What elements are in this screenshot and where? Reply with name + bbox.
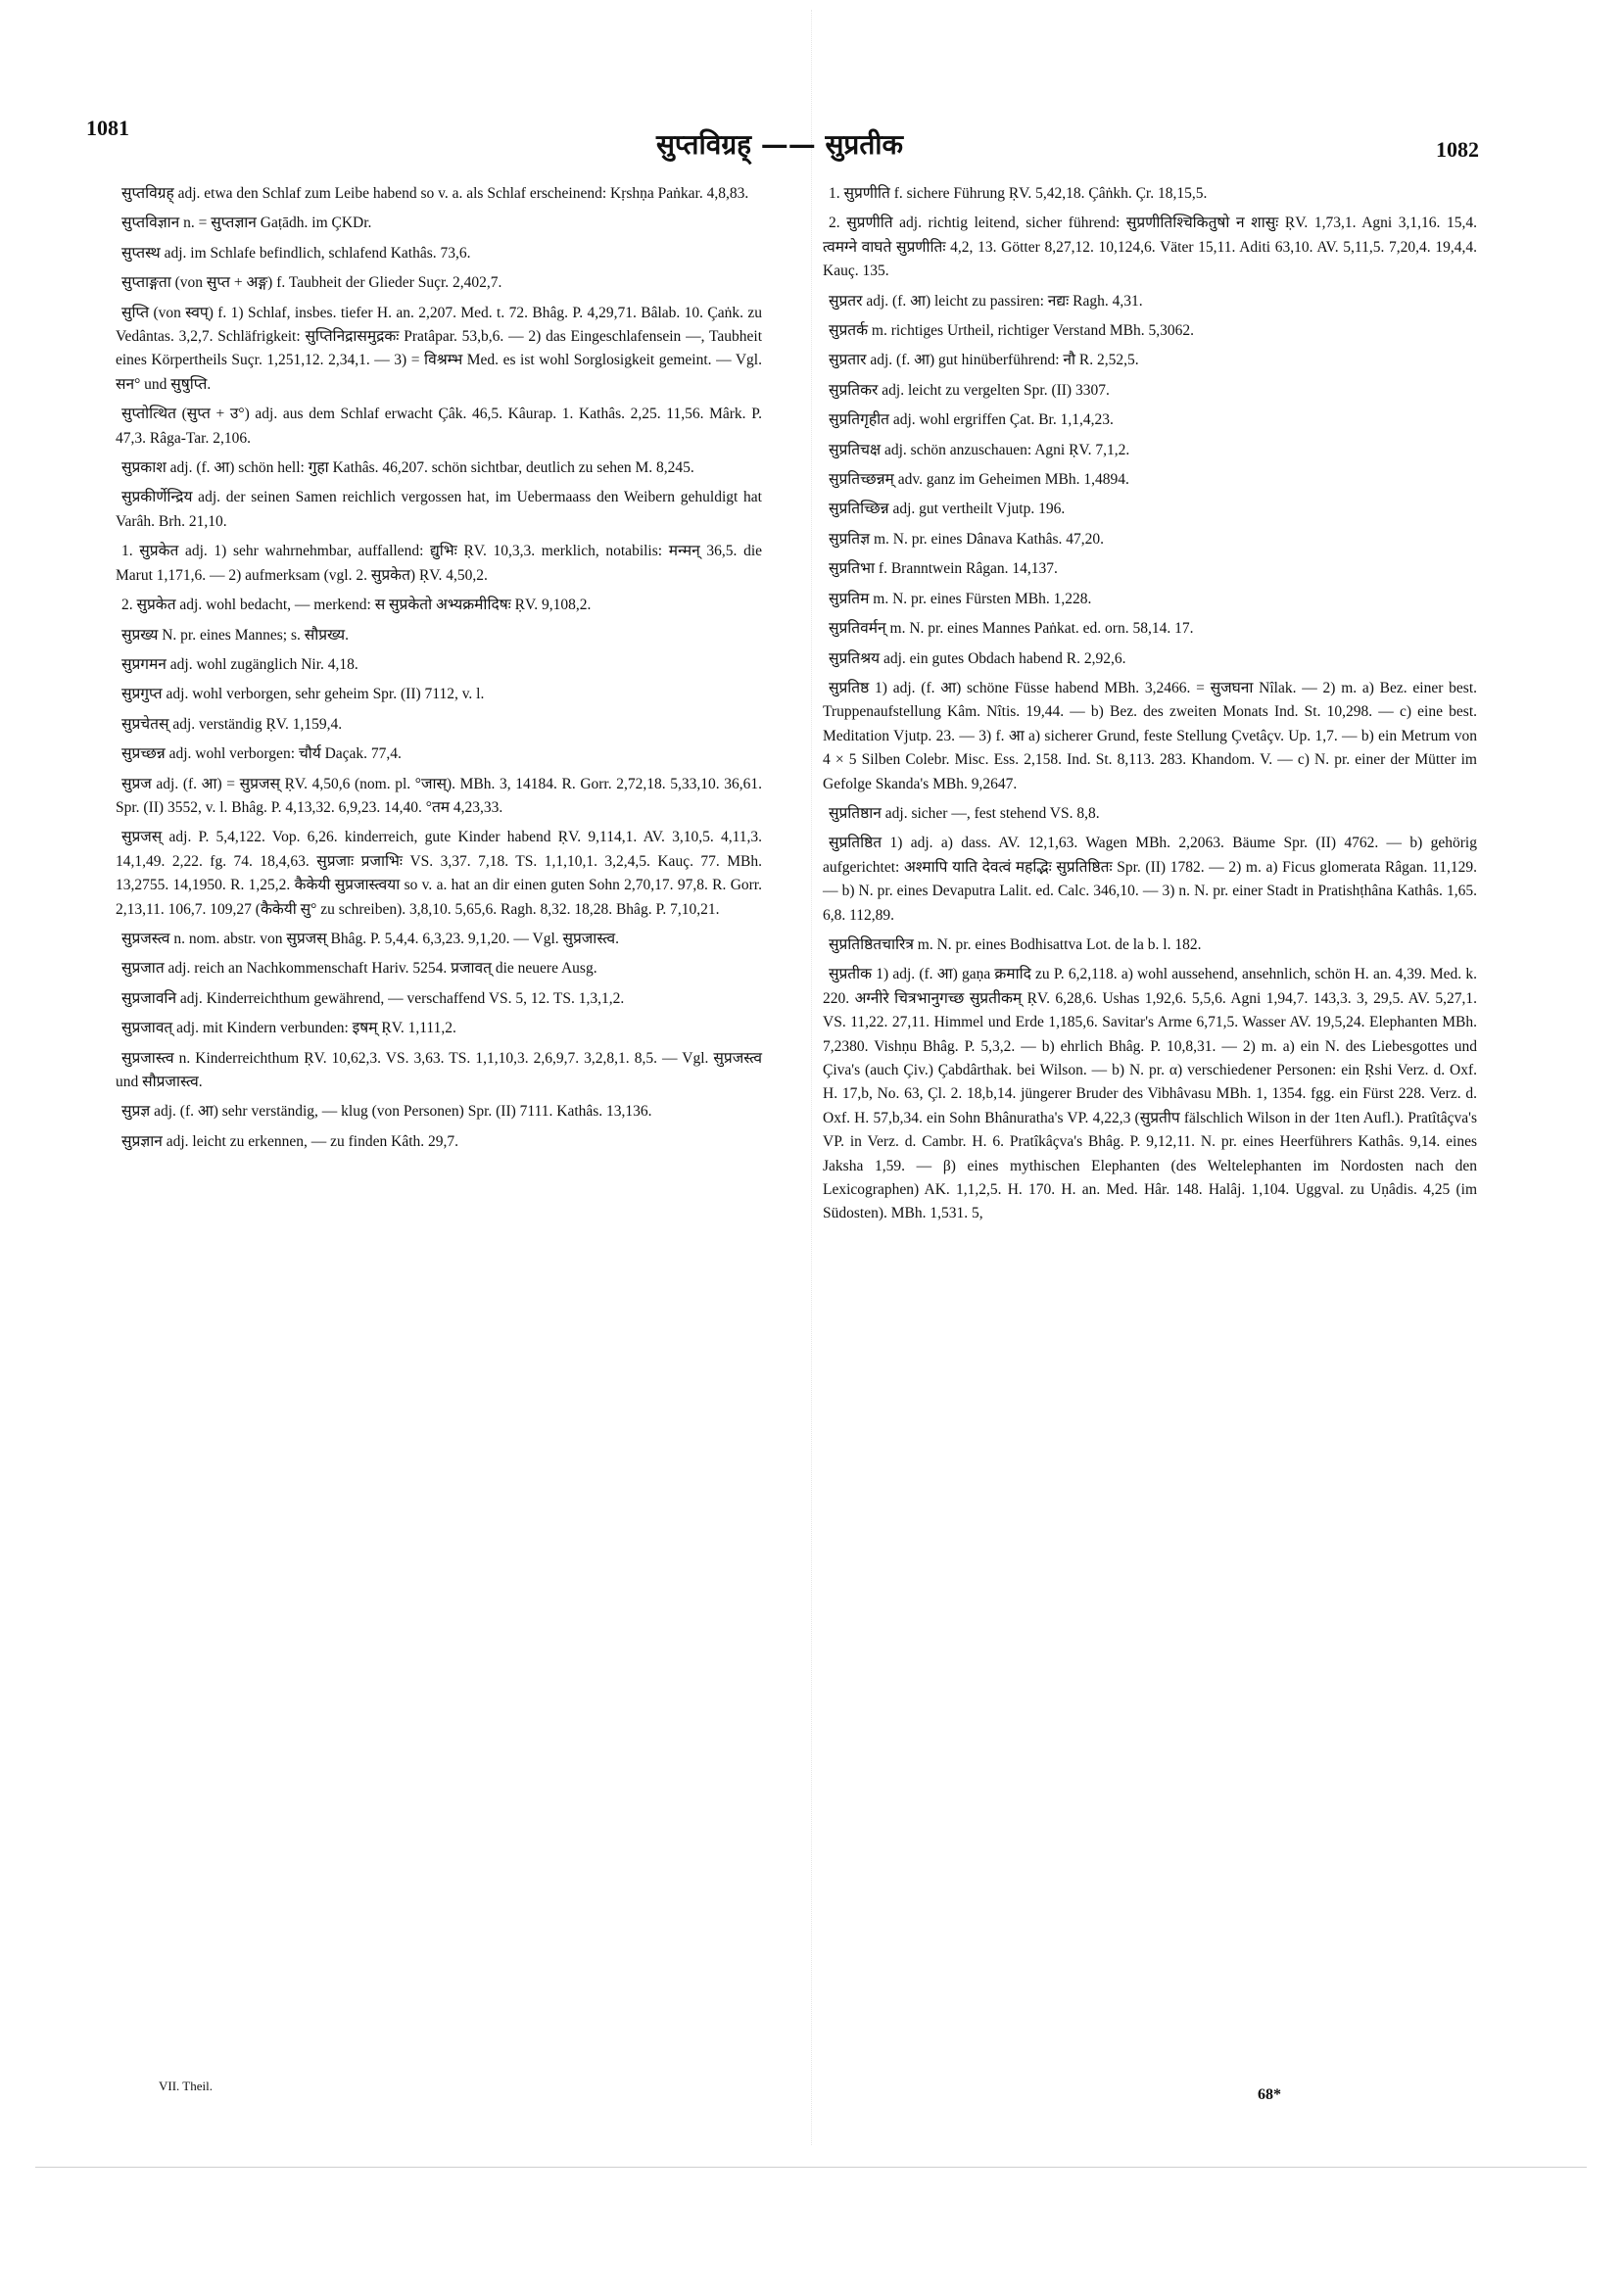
dictionary-entry: सुप्रख्य N. pr. eines Mannes; s. सौप्रख्य.: [121, 626, 349, 644]
dictionary-entry: सुप्रतिगृहीत adj. wohl ergriffen Çat. Br. 1,1,4,23.: [829, 411, 1114, 429]
dictionary-entry: सुप्रतिकर adj. leicht zu vergelten Spr. (II) 3307.: [829, 381, 1110, 399]
dictionary-entry: सुप्तस्थ adj. im Schlafe befindlich, schlafend Kathâs. 73,6.: [121, 244, 471, 262]
dictionary-entry: 2. सुप्रकेत adj. wohl bedacht, — merkend: स सुप्रकेतो अभ्यक्रमीदिषः ṚV. 9,108,2.: [121, 597, 592, 614]
dictionary-entry: सुप्रचेतस् adj. verständig ṚV. 1,159,4.: [121, 715, 343, 733]
dictionary-entry: सुप्रतिभा f. Branntwein Râgan. 14,137.: [829, 560, 1058, 578]
page-number-left: 1081: [86, 116, 129, 140]
dictionary-entry: सुप्तविग्रह् adj. etwa den Schlaf zum Leibe habend so v. a. als Schlaf erscheinend: Kṛshṇa Paṅkar. 4,8,83.: [121, 185, 749, 202]
page-number-right: 1082: [1436, 137, 1479, 162]
dictionary-entry: सुप्रतिच्छन्नम् adv. ganz im Geheimen MBh. 1,4894.: [829, 471, 1129, 489]
dictionary-entry: सुप्रतिष्ठित 1) adj. a) dass. AV. 12,1,63. Wagen MBh. 2,2063. Bäume Spr. (II) 4762. — b) gehörig aufgerichtet: अश्मापि याति देवत्वं महद्भिः सुप्रतिष्ठितः Spr. (II) 1782. — 2) m. a) Ficus glomerata Râgan. 11,129. — b) N. pr. eines Devaputra Lalit. ed. Calc. 346,10. — 3) n. N. pr. einer Stadt in Pratishṭhâna Kathâs. 1,65. 6,8. 112,89.: [823, 835, 1477, 924]
dictionary-entry: सुप्रच्छन्न adj. wohl verborgen: चौर्य Daçak. 77,4.: [121, 745, 402, 763]
dictionary-entry: सुप्रतिष्ठान adj. sicher —, fest stehend VS. 8,8.: [829, 804, 1100, 822]
dictionary-entry: सुप्रतर adj. (f. आ) leicht zu passiren: नद्यः Ragh. 4,31.: [829, 292, 1143, 310]
left-column: [116, 182, 762, 1160]
dictionary-entry: सुप्रगमन adj. wohl zugänglich Nir. 4,18.: [121, 655, 358, 673]
dictionary-entry: सुप्रतार adj. (f. आ) gut hinüberführend: नौ R. 2,52,5.: [829, 352, 1139, 369]
dictionary-entry: सुप्रजावनि adj. Kinderreichthum gewährend, — verschaffend VS. 5, 12. TS. 1,3,1,2.: [121, 989, 625, 1007]
dictionary-entry: 1. सुप्रणीति f. sichere Führung ṚV. 5,42,18. Çâṅkh. Çr. 18,15,5.: [829, 185, 1208, 202]
dictionary-entry: सुप्रजास्त्व n. Kinderreichthum ṚV. 10,62,3. VS. 3,63. TS. 1,1,10,3. 2,6,9,7. 3,2,8,1. 8,5. — Vgl. सुप्रजस्त्व und सौप्रजास्त्व.: [116, 1049, 762, 1090]
dictionary-entry: सुप्रतिवर्मन् m. N. pr. eines Mannes Paṅkat. ed. orn. 58,14. 17.: [829, 620, 1194, 638]
dictionary-entry: सुप्रतिज्ञ m. N. pr. eines Dânava Kathâs. 47,20.: [829, 530, 1104, 548]
dictionary-entry: सुप्रतिश्रय adj. ein gutes Obdach habend R. 2,92,6.: [829, 649, 1126, 667]
dictionary-entry: सुप्रतिष्ठितचारित्र m. N. pr. eines Bodhisattva Lot. de la b. l. 182.: [829, 935, 1202, 953]
bottom-rule: [35, 2167, 1587, 2168]
dictionary-entry: सुप्तोत्थित (सुप्त + उ°) adj. aus dem Schlaf erwacht Çâk. 46,5. Kâurap. 1. Kathâs. 2,25. 11,56. Mârk. P. 47,3. Râga-Tar. 2,106.: [116, 406, 762, 447]
dictionary-entry: सुप्रजावत् adj. mit Kindern verbunden: इषम् ṚV. 1,111,2.: [121, 1020, 456, 1037]
dictionary-entry: सुप्रतिच्छिन्न adj. gut vertheilt Vjutp. 196.: [829, 501, 1066, 518]
dictionary-entry: सुप्रतिचक्ष adj. schön anzuschauen: Agni ṚV. 7,1,2.: [829, 441, 1130, 458]
signature-mark: 68*: [1258, 2086, 1281, 2103]
dictionary-entry: सुप्रजस् adj. P. 5,4,122. Vop. 6,26. kinderreich, gute Kinder habend ṚV. 9,114,1. AV. 3,10,5. 4,11,3. 14,1,49. 2,22. fg. 74. 18,4,63. सुप्रजाः प्रजाभिः VS. 3,37. 7,18. TS. 1,1,10,1. 3,2,4,5. Kauç. 77. MBh. 13,2755. 14,1950. R. 1,25,2. कैकेयी सुप्रजास्त्वया so v. a. hat an dir einen guten Sohn 2,70,17. 97,8. R. Gorr. 2,13,11. 106,7. 109,27 (कैकेयी सु° zu schreiben). 3,8,10. 5,65,6. Ragh. 8,32. 18,28. Bhâg. P. 7,10,21.: [116, 829, 762, 918]
dictionary-entry: सुप्रतीक 1) adj. (f. आ) gaṇa क्रमादि zu P. 6,2,118. a) wohl aussehend, ansehnlich, schön H. an. 4,39. Med. k. 220. अग्नीरे चित्रभानुगच्छ सुप्रतीकम् ṚV. 6,28,6. Ushas 1,92,6. 5,5,6. Agni 1,94,7. 143,3. 3, 29,5. AV. 5,27,1. VS. 11,22. 27,11. Himmel und Erde 1,185,6. Savitar's Arme 6,71,5. Wasser AV. 19,5,24. Elephanten MBh. 7,2380. Vishṇu Bhâg. P. 5,3,2. — b) ehrlich Bhâg. P. 10,8,31. — 2) m. a) ein N. des Liebesgottes und Çiva's (auch Çiv.) Çabdârthak. bei Wilson. — b) N. pr. α) verschiedener Personen: ein Ṛshi Verz. d. Oxf. H. 17,b, No. 63, Çl. 2. 18,b,14. jüngerer Bruder des Vibhâvasu MBh. 1, 1354. fgg. ein Fürst 228. Verz. d. Oxf. H. 57,b,34. ein Sohn Bhânuratha's VP. 4,22,3 (सुप्रतीप fälschlich Wilson in der 1ten Aufl.). Pratîtâçva's VP. in Verz. d. Cambr. H. 6. Pratîkâçva's Bhâg. P. 9,12,11. N. pr. eines Heerführers Kathâs. 9,14. eines Jaksha 1,59. — β) eines mythischen Elephanten (des Weltelephanten im Nordosten nach den Lexicographen) AK. 1,1,2,5. H. 170. H. an. Med. Hâr. 148. Halâj. 1,104. Uggval. zu Uṇâdis. 4,25 (im Südosten). MBh. 1,531. 5,: [823, 966, 1477, 1222]
dictionary-entry: सुप्रकीर्णेन्द्रिय adj. der seinen Samen reichlich vergossen hat, im Uebermaass den Weibern gehuldigt hat Varâh. Brh. 21,10.: [116, 489, 762, 530]
page-header: सुप्तविग्रह् —— सुप्रतीक: [656, 128, 904, 161]
dictionary-entry: सुप्रतर्क m. richtiges Urtheil, richtiger Verstand MBh. 5,3062.: [829, 322, 1194, 340]
dictionary-entry: सुप्रतिष्ठ 1) adj. (f. आ) schöne Füsse habend MBh. 3,2466. = सुजघना Nîlak. — 2) m. a) Bez. einer best. Truppenaufstellung Kâm. Nîtis. 19,44. — b) Bez. des zweiten Monats Ind. St. 10,298. — c) eine best. Meditation Vjutp. 23. — 3) f. आ a) sicherer Grund, feste Stellung Çvetâçv. Up. 1,7. — b) ein Metrum von 4 × 5 Silben Colebr. Misc. Ess. 2,158. Ind. St. 8,113. 283. Khandom. V. — c) N. pr. einer der Mütter im Gefolge Skanda's MBh. 9,2647.: [823, 679, 1477, 792]
dictionary-entry: सुप्रजस्त्व n. nom. abstr. von सुप्रजस् Bhâg. P. 5,4,4. 6,3,23. 9,1,20. — Vgl. सुप्रजास्त्व.: [121, 930, 619, 947]
dictionary-entry: सुप्रतिम m. N. pr. eines Fürsten MBh. 1,228.: [829, 590, 1092, 607]
dictionary-entry: सुप्रज्ञ adj. (f. आ) sehr verständig, — klug (von Personen) Spr. (II) 7111. Kathâs. 13,136.: [121, 1103, 652, 1121]
dictionary-entry: 1. सुप्रकेत adj. 1) sehr wahrnehmbar, auffallend: द्युभिः ṚV. 10,3,3. merklich, notabilis: मन्मन् 36,5. die Marut 1,171,6. — 2) aufmerksam (vgl. 2. सुप्रकेत) ṚV. 4,50,2.: [116, 543, 762, 584]
dictionary-entry: सुप्ति (von स्वप्) f. 1) Schlaf, insbes. tiefer H. an. 2,207. Med. t. 72. Bhâg. P. 4,29,71. Bâlab. 10. Çaṅk. zu Vedântas. 3,2,7. Schläfrigkeit: सुप्तिनिद्रासमुद्रकः Pratâpar. 53,b,6. — 2) das Eingeschlafensein —, Taubheit eines Körpertheils Suçr. 1,251,12. 2,34,1. — 3) = विश्रम्भ Med. es ist wohl Sorglosigkeit gemeint. — Vgl. सन° und सुषुप्ति.: [116, 304, 762, 393]
dictionary-entry: सुप्रजात adj. reich an Nachkommenschaft Hariv. 5254. प्रजावत् die neuere Ausg.: [121, 960, 597, 978]
column-divider: [811, 10, 812, 2145]
dictionary-entry: सुप्रकाश adj. (f. आ) schön hell: गुहा Kathâs. 46,207. schön sichtbar, deutlich zu sehen M. 8,245.: [121, 459, 694, 477]
right-column: [823, 182, 1477, 1232]
volume-footer: VII. Theil.: [159, 2079, 213, 2093]
dictionary-entry: सुप्ताङ्गता (von सुप्त + अङ्ग) f. Taubheit der Glieder Suçr. 2,402,7.: [121, 274, 502, 292]
dictionary-entry: 2. सुप्रणीति adj. richtig leitend, sicher führend: सुप्रणीतिश्चिकितुषो न शासुः ṚV. 1,73,1. Agni 3,1,16. 15,4. त्वमग्ने वाघते सुप्रणीतिः 4,2, 13. Götter 8,27,12. 10,124,6. Väter 15,11. Aditi 63,10. AV. 5,11,5. 7,20,4. 19,4,4. Kauç. 135.: [823, 215, 1477, 280]
dictionary-entry: सुप्तविज्ञान n. = सुप्तज्ञान Gaṭādh. im ÇKDr.: [121, 215, 372, 232]
dictionary-entry: सुप्रगुप्त adj. wohl verborgen, sehr geheim Spr. (II) 7112, v. l.: [121, 686, 485, 703]
dictionary-entry: सुप्रज्ञान adj. leicht zu erkennen, — zu finden Kâth. 29,7.: [121, 1132, 459, 1150]
dictionary-entry: सुप्रज adj. (f. आ) = सुप्रजस् ṚV. 4,50,6 (nom. pl. °जास्). MBh. 3, 14184. R. Gorr. 2,72,18. 5,33,10. 36,61. Spr. (II) 3552, v. l. Bhâg. P. 4,13,32. 6,9,23. 14,40. °तम 4,23,33.: [116, 775, 762, 816]
